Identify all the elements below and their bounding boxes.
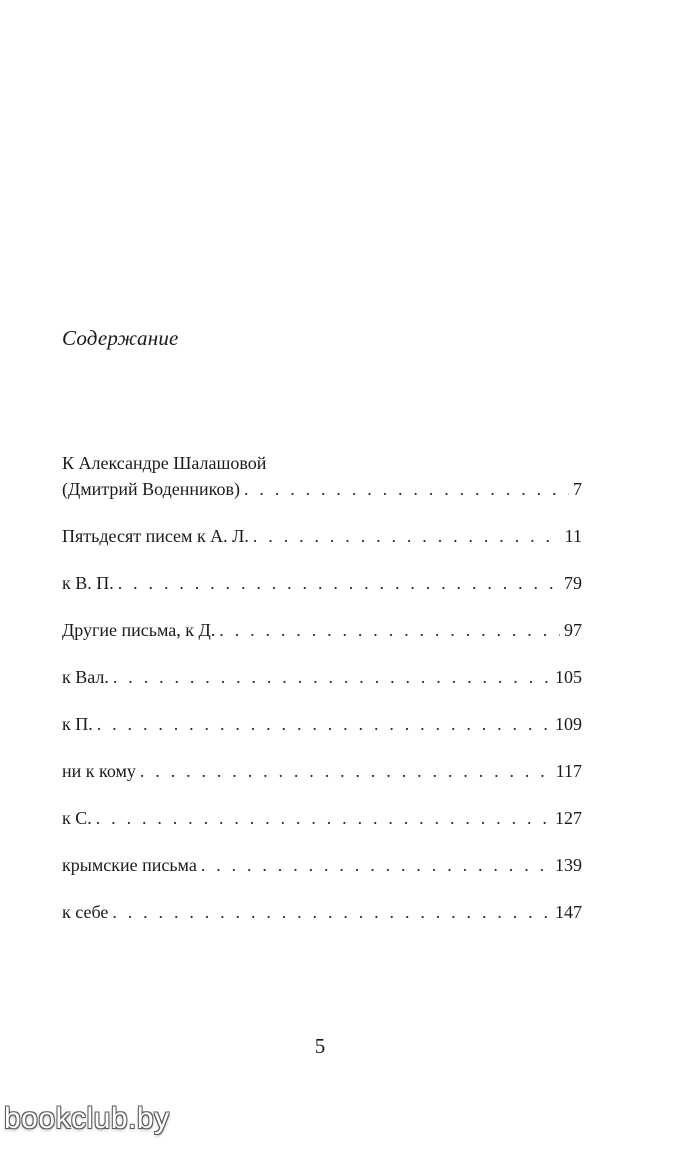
toc-entry-label: к Вал. [62,667,109,687]
toc-entry-page: 97 [564,620,582,640]
toc-entry-page: 147 [555,902,582,922]
toc-entry [62,711,582,737]
table-of-contents [62,450,582,925]
toc-entry-page: 117 [555,761,582,781]
toc-entry-label: крымские письма [62,855,197,875]
dot-leader [118,570,560,596]
toc-entry-title-line: К Александре Шалашовой [62,453,267,473]
toc-entry-label: к С. [62,808,92,828]
watermark-logo: bookclub.by [4,1102,170,1135]
toc-entry [62,899,582,925]
dot-leader [201,852,551,878]
dot-leader [219,617,560,643]
toc-entry-page: 105 [555,667,582,687]
toc-entry [62,664,582,690]
toc-entry-page: 7 [573,479,582,499]
toc-entry-page: 79 [564,573,582,593]
toc-entry-label: (Дмитрий Воденников) [62,479,241,499]
toc-entry-label: ни к кому [62,761,136,781]
toc-entry [62,758,582,784]
toc-entry-label: Другие письма, к Д. [62,620,216,640]
toc-entry-label: к В. П. [62,573,114,593]
toc-entry [62,523,582,549]
dot-leader [253,523,561,549]
toc-entry-page: 127 [555,808,582,828]
toc-entry-label: к П. [62,714,93,734]
page-title: Содержание [62,326,179,350]
dot-leader [140,758,552,784]
toc-entry-page: 139 [555,855,582,875]
toc-entry-page: 11 [564,526,582,546]
dot-leader [96,805,551,831]
dot-leader [97,711,551,737]
toc-entry [62,805,582,831]
toc-entry [62,852,582,878]
toc-entry [62,570,582,596]
toc-entry-label: Пятьдесят писем к А. Л. [62,526,249,546]
toc-entry [62,617,582,643]
dot-leader [112,899,551,925]
dot-leader [244,476,569,502]
page-number: 5 [314,1034,326,1058]
dot-leader [113,664,551,690]
toc-entry [62,476,582,502]
toc-entry-label: к себе [62,902,109,922]
toc-entry-page: 109 [555,714,582,734]
